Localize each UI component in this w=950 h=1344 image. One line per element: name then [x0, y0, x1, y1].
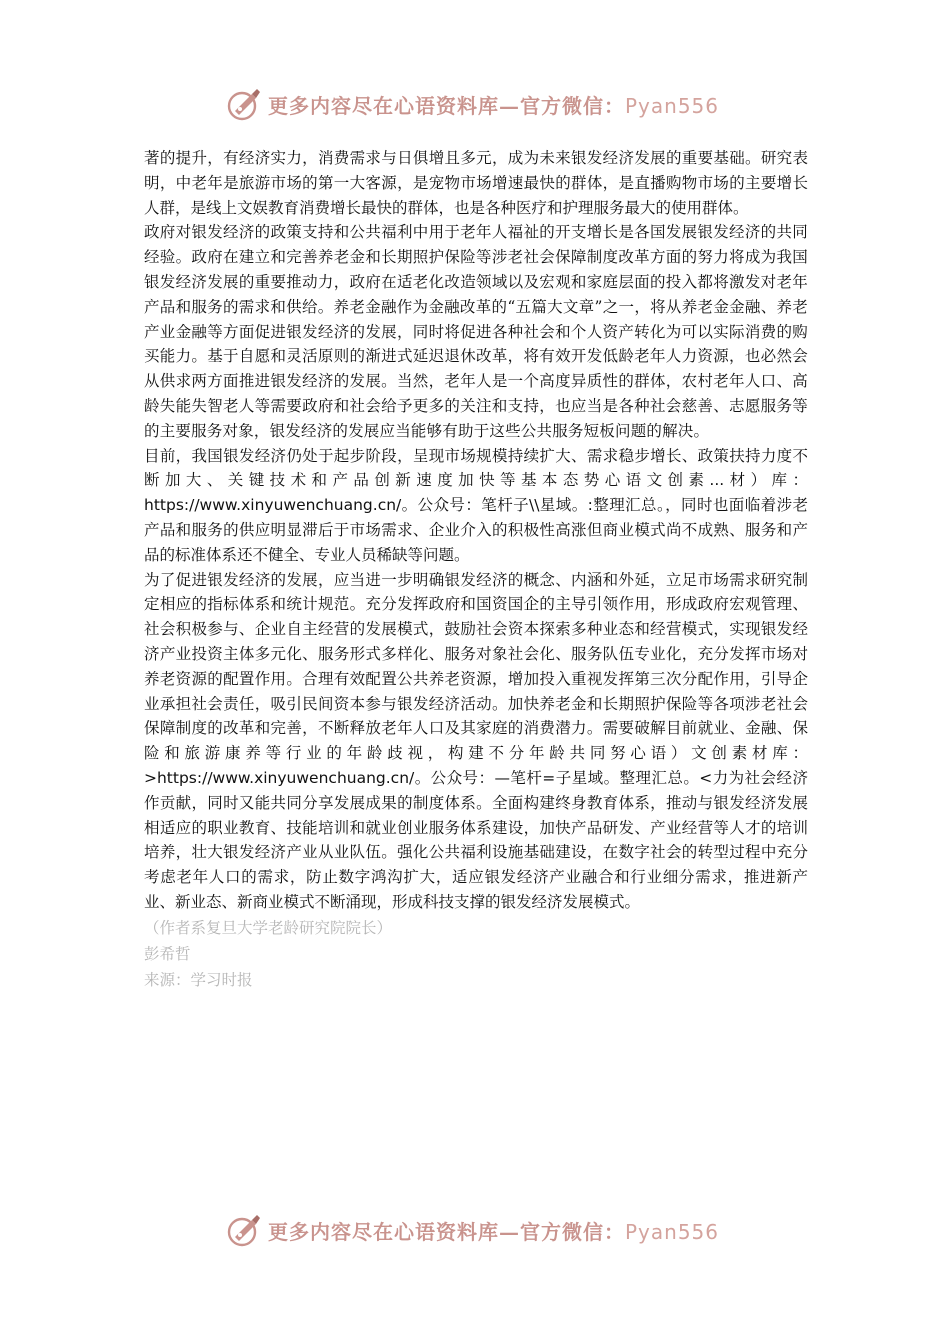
banner-promo-text: 更多内容尽在心语资料库—官方微信： — [268, 93, 625, 118]
paragraph-consumption: 著的提升，有经济实力，消费需求与日俱增且多元，成为未来银发经济发展的重要基础。研究表明，中老年是旅游市场的第一大客源，是宠物市场增速最快的群体，是直播购物市场的主要增长人群，是线上文娱教育消费增长最快的群体，也是各种医疗和护理服务最大的使用群体。 — [144, 149, 808, 217]
paragraph-government-policy: 政府对银发经济的政策支持和公共福利中用于老年人福祉的开支增长是各国发展银发经济的共同经验。政府在建立和完善养老金和长期照护保险等涉老社会保障制度改革方面的努力将成为我国银发经济发展的重要推动力，政府在适老化改造领域以及宏观和家庭层面的投入都将激发对老年产品和服务的需求和供给。养老金融作为金融改革的“五篇大文章”之一，将从养老金金融、养老产业金融等方面促进银发经济的发展，同时将促进各种社会和个人资产转化为可以实际消费的购买能力。基于自愿和灵活原则的渐进式延迟退休改革，将有效开发低龄老年人力资源，也必然会从供求两方面推进银发经济的发展。当然，老年人是一个高度异质性的群体，农村老年人口、高龄失能失智老人等需要政府和社会给予更多的关注和支持，也应当是各种社会慈善、志愿服务等的主要服务对象，银发经济的发展应当能够有助于这些公共服务短板问题的解决。 — [144, 223, 808, 440]
banner-wechat-handle: Pyan556 — [625, 93, 720, 118]
article-body — [144, 146, 808, 993]
header-watermark-banner — [226, 84, 726, 124]
pen-nib-logo-icon — [226, 86, 262, 122]
banner-text — [268, 1216, 719, 1245]
banner-promo-text: 更多内容尽在心语资料库—官方微信： — [268, 1219, 625, 1244]
author-name: 彭希哲 — [144, 944, 191, 963]
source-line: 来源：学习时报 — [144, 970, 253, 989]
banner-text — [268, 90, 719, 119]
pen-nib-logo-icon — [226, 1212, 262, 1248]
paragraph-current-status: 目前，我国银发经济仍处于起步阶段，呈现市场规模持续扩大、需求稳步增长、政策扶持力度不断加大、关键技术和产品创新速度加快等基本态势心语文创素...材）库：https://www.xinyuwenchuang.cn/。公众号：笔杆子\\星域。:整理汇总。，同时也面临着涉老产品和服务的供应明显滞后于市场需求、企业介入的积极性高涨但商业模式尚不成熟、服务和产品的标准体系还不健全、专业人员稀缺等问题。 — [144, 446, 808, 564]
author-note: （作者系复旦大学老龄研究院院长） — [144, 918, 393, 937]
banner-wechat-handle: Pyan556 — [625, 1219, 720, 1244]
footer-watermark-banner — [226, 1210, 726, 1250]
paragraph-recommendations: 为了促进银发经济的发展，应当进一步明确银发经济的概念、内涵和外延，立足市场需求研究制定相应的指标体系和统计规范。充分发挥政府和国资国企的主导引领作用，形成政府宏观管理、社会积极参与、企业自主经营的发展模式，鼓励社会资本探索多种业态和经营模式，实现银发经济产业投资主体多元化、服务形式多样化、服务对象社会化、服务队伍专业化，充分发挥市场对养老资源的配置作用。合理有效配置公共养老资源，增加投入重视发挥第三次分配作用，引导企业承担社会责任，吸引民间资本参与银发经济活动。加快养老金和长期照护保险等各项涉老社会保障制度的改革和完善，不断释放老年人口及其家庭的消费潜力。需要破解目前就业、金融、保险和旅游康养等行业的年龄歧视，构建不分年龄共同努心语）文创素材库：>https://www.xinyuwenchuang.cn/。公众号：—笔杆=子星域。整理汇总。<力为社会经济作贡献，同时又能共同分享发展成果的制度体系。全面构建终身教育体系，推动与银发经济发展相适应的职业教育、技能培训和就业创业服务体系建设，加快产品研发、产业经营等人才的培训培养，壮大银发经济产业从业队伍。强化公共福利设施基础建设，在数字社会的转型过程中充分考虑老年人口的需求，防止数字鸿沟扩大，适应银发经济产业融合和行业细分需求，推进新产业、新业态、新商业模式不断涌现，形成科技支撑的银发经济发展模式。 — [144, 570, 808, 911]
